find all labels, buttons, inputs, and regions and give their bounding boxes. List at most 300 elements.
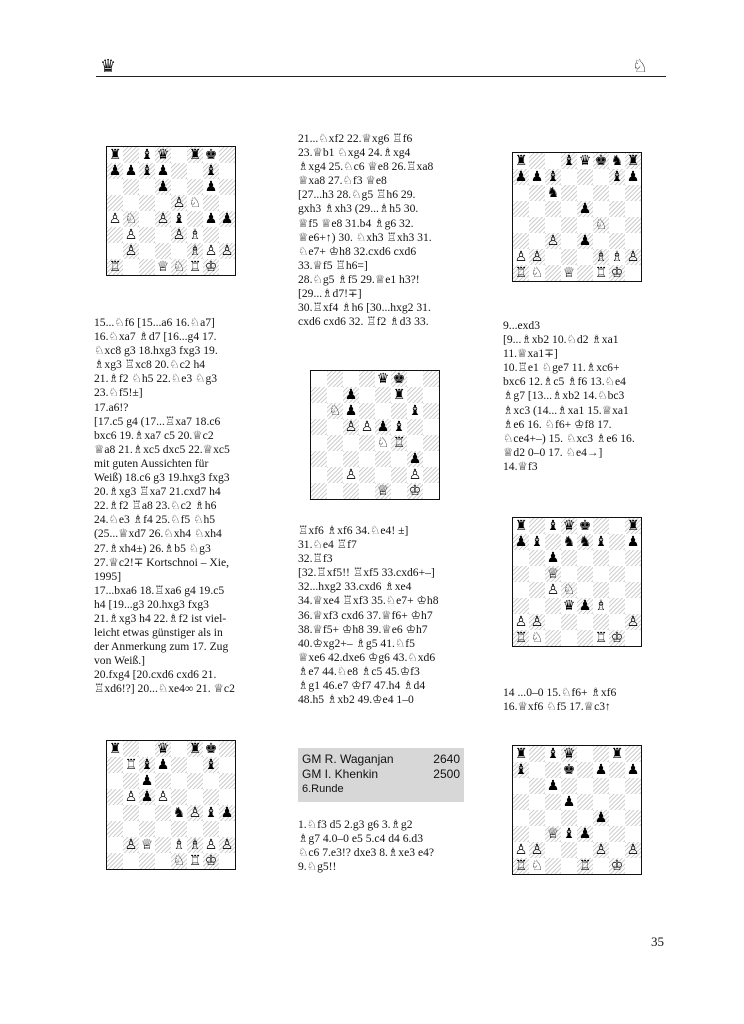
chess-piece: ♙	[546, 233, 560, 249]
text-line: 33.♕f5 ♖h6=]	[298, 258, 368, 272]
chess-piece: ♔	[610, 630, 624, 646]
board-square	[545, 217, 561, 233]
board-square	[107, 179, 123, 195]
chess-piece: ♟	[344, 387, 358, 403]
board-square	[203, 837, 219, 853]
board-square	[327, 483, 343, 499]
chess-piece: ♘	[172, 853, 186, 869]
board-square	[139, 259, 155, 275]
board-square	[155, 821, 171, 837]
round-label: 6.Runde	[302, 783, 344, 795]
board-square	[187, 821, 203, 837]
board-square	[609, 550, 625, 566]
board-square	[529, 858, 545, 874]
board-square	[171, 211, 187, 227]
board-square	[593, 201, 609, 217]
board-square	[529, 169, 545, 185]
text-line: ♗xg3 ♖xc8 20.♘c2 h4	[94, 358, 206, 372]
board-square	[123, 789, 139, 805]
board-square	[219, 773, 235, 789]
chess-piece: ♟	[156, 757, 170, 773]
board-square	[593, 746, 609, 762]
chess-piece: ♝	[530, 534, 544, 550]
board-square	[609, 778, 625, 794]
chess-diagram-3	[310, 370, 440, 500]
board-square	[593, 598, 609, 614]
board-square	[513, 630, 529, 646]
board-square	[625, 582, 641, 598]
chess-piece: ♟	[546, 550, 560, 566]
board-square	[625, 265, 641, 281]
board-square	[391, 451, 407, 467]
board-square	[123, 147, 139, 163]
chess-piece: ♙	[172, 195, 186, 211]
text-line: ♗e7 44.♘e8 ♗c5 45.♔f3	[298, 664, 420, 678]
chess-piece: ♟	[594, 810, 608, 826]
board-square	[343, 467, 359, 483]
board-square	[203, 195, 219, 211]
board-square	[545, 762, 561, 778]
board-square	[203, 789, 219, 805]
text-line: 23.♘f5!±]	[94, 386, 143, 400]
board-square	[123, 741, 139, 757]
board-square	[391, 435, 407, 451]
text-line: ♗g7 4.0–0 e5 5.c4 d4 6.d3	[298, 832, 424, 846]
chess-piece: ♟	[578, 201, 592, 217]
board-square	[423, 419, 439, 435]
text-line: 1.♘f3 d5 2.g3 g6 3.♗g2	[298, 818, 413, 831]
board-square	[513, 265, 529, 281]
chess-piece: ♟	[376, 419, 390, 435]
board-square	[107, 853, 123, 869]
middle-column-text-bottom	[298, 524, 473, 707]
board-square	[609, 265, 625, 281]
chess-piece: ♟	[204, 211, 218, 227]
board-square	[545, 794, 561, 810]
board-square	[625, 598, 641, 614]
text-line: ♘ce4+–) 15. ♘xc3 ♗e6 16.	[503, 431, 635, 445]
chess-piece: ♟	[156, 163, 170, 179]
board-square	[327, 435, 343, 451]
board-square	[529, 249, 545, 265]
board-square	[219, 163, 235, 179]
board-square	[513, 185, 529, 201]
board-square	[107, 211, 123, 227]
board-square	[561, 778, 577, 794]
board-square	[513, 614, 529, 630]
board-square	[577, 185, 593, 201]
board-square	[139, 837, 155, 853]
board-square	[391, 467, 407, 483]
board-square	[545, 630, 561, 646]
text-line: ♗xg4 25.♘c6 ♕e8 26.♖xa8	[298, 160, 434, 174]
text-line: 17.a6!?	[94, 400, 129, 414]
board-square	[545, 233, 561, 249]
board-square	[203, 179, 219, 195]
board-square	[529, 778, 545, 794]
board-square	[327, 403, 343, 419]
board-square	[609, 201, 625, 217]
chess-piece: ♙	[156, 789, 170, 805]
board-square	[155, 837, 171, 853]
board-square	[407, 435, 423, 451]
board-square	[545, 550, 561, 566]
chess-piece: ♝	[392, 419, 406, 435]
board-square	[609, 518, 625, 534]
chess-piece: ♟	[562, 794, 576, 810]
board-square	[219, 821, 235, 837]
board-square	[139, 757, 155, 773]
board-square	[171, 773, 187, 789]
chess-piece: ♘	[124, 211, 138, 227]
board-square	[577, 746, 593, 762]
board-square	[513, 794, 529, 810]
board-square	[123, 227, 139, 243]
board-square	[577, 169, 593, 185]
white-player-name: GM R. Waganjan	[302, 752, 394, 766]
chess-piece: ♝	[546, 518, 560, 534]
board-square	[577, 826, 593, 842]
game-header-box	[298, 748, 464, 802]
text-line: bxc6 12.♗c5 ♗f6 13.♘e4	[503, 375, 626, 389]
board-square	[139, 821, 155, 837]
board-square	[343, 371, 359, 387]
board-square	[187, 195, 203, 211]
board-square	[343, 387, 359, 403]
board-square	[407, 467, 423, 483]
text-line: 17...bxa6 18.♖xa6 g4 19.c5	[94, 583, 225, 597]
text-line: 36.♕xf3 cxd6 37.♕f6+ ♔h7	[298, 608, 433, 622]
board-square	[327, 451, 343, 467]
chess-piece: ♙	[108, 211, 122, 227]
board-square	[155, 211, 171, 227]
board-square	[107, 147, 123, 163]
text-line: 27.♕c2!∓ Kortschnoi – Xie,	[94, 555, 230, 569]
board-square	[203, 853, 219, 869]
board-square	[219, 195, 235, 211]
text-line: 10.♖e1 ♘ge7 11.♗xc6+	[503, 361, 620, 375]
text-line: [32.♖xf5!! ♖xf5 33.cxd6+–]	[298, 566, 435, 580]
board-square	[529, 265, 545, 281]
board-square	[561, 265, 577, 281]
board-square	[609, 858, 625, 874]
text-line: 38.♕f5+ ♔h8 39.♕e6 ♔h7	[298, 622, 428, 636]
board-square	[155, 853, 171, 869]
board-square	[561, 550, 577, 566]
board-square	[625, 153, 641, 169]
board-square	[219, 757, 235, 773]
chess-piece: ♝	[562, 153, 576, 169]
chess-piece: ♖	[514, 630, 528, 646]
text-line: von Weiß.]	[94, 654, 146, 668]
board-square	[219, 853, 235, 869]
board-square	[187, 741, 203, 757]
board-square	[625, 534, 641, 550]
board-square	[561, 169, 577, 185]
chess-piece: ♛	[156, 147, 170, 163]
chess-piece: ♝	[546, 746, 560, 762]
chess-diagram-5	[106, 740, 236, 870]
board-square	[561, 249, 577, 265]
chess-piece: ♖	[392, 435, 406, 451]
board-square	[375, 451, 391, 467]
board-square	[593, 233, 609, 249]
board-square	[375, 483, 391, 499]
board-square	[171, 195, 187, 211]
board-square	[187, 147, 203, 163]
board-square	[529, 826, 545, 842]
chess-piece: ♟	[344, 403, 358, 419]
text-line: 20.♗xg3 ♖xa7 21.cxd7 h4	[94, 485, 221, 499]
board-square	[359, 419, 375, 435]
board-square	[359, 403, 375, 419]
chess-piece: ♝	[204, 757, 218, 773]
board-square	[155, 789, 171, 805]
board-square	[123, 163, 139, 179]
board-square	[577, 614, 593, 630]
chess-piece: ♙	[204, 243, 218, 259]
board-square	[545, 201, 561, 217]
chess-piece: ♙	[124, 837, 138, 853]
board-square	[609, 185, 625, 201]
board-square	[171, 179, 187, 195]
board-square	[561, 217, 577, 233]
board-square	[593, 566, 609, 582]
chess-piece: ♛	[156, 741, 170, 757]
board-square	[513, 550, 529, 566]
board-square	[139, 195, 155, 211]
board-square	[203, 243, 219, 259]
board-square	[609, 534, 625, 550]
board-square	[375, 419, 391, 435]
board-square	[171, 227, 187, 243]
text-line: 16.♕xf6 ♘f5 17.♕c3↑	[503, 700, 611, 714]
board-square	[513, 201, 529, 217]
text-line: ♘e7+ ♔h8 32.cxd6 cxd6	[298, 244, 417, 258]
chess-piece: ♞	[562, 534, 576, 550]
board-square	[609, 598, 625, 614]
text-line: ♗xc3 (14...♗xa1 15.♕xa1	[503, 403, 629, 417]
chess-piece: ♙	[530, 249, 544, 265]
chess-piece: ♙	[546, 582, 560, 598]
right-column-text-top	[503, 319, 673, 474]
board-square	[609, 842, 625, 858]
chess-piece: ♜	[392, 387, 406, 403]
board-square	[343, 419, 359, 435]
board-square	[359, 467, 375, 483]
chess-piece: ♙	[514, 614, 528, 630]
chess-piece: ♘	[172, 259, 186, 275]
text-line: 21...♘xf2 22.♕xg6 ♖f6	[298, 132, 413, 145]
board-square	[609, 630, 625, 646]
text-line: ♕xa8 27.♘f3 ♕e8	[298, 174, 387, 188]
chess-piece: ♘	[188, 195, 202, 211]
chess-piece: ♙	[124, 789, 138, 805]
board-square	[545, 582, 561, 598]
chess-piece: ♟	[140, 789, 154, 805]
board-square	[155, 195, 171, 211]
board-square	[311, 403, 327, 419]
board-square	[593, 762, 609, 778]
chess-piece: ♟	[108, 163, 122, 179]
board-square	[343, 451, 359, 467]
board-square	[577, 810, 593, 826]
board-square	[561, 185, 577, 201]
header-rule	[96, 76, 666, 77]
text-line: cxd6 cxd6 32. ♖f2 ♗d3 33.	[298, 315, 429, 329]
chess-piece: ♖	[188, 853, 202, 869]
board-square	[203, 741, 219, 757]
chess-piece: ♜	[514, 746, 528, 762]
text-line: ♗g1 46.e7 ♔f7 47.h4 ♗d4	[298, 679, 426, 693]
chess-piece: ♙	[344, 419, 358, 435]
board-square	[407, 451, 423, 467]
board-square	[545, 265, 561, 281]
board-square	[625, 518, 641, 534]
board-square	[327, 419, 343, 435]
chess-piece: ♟	[594, 762, 608, 778]
board-square	[561, 233, 577, 249]
chess-piece: ♙	[360, 419, 374, 435]
text-line: 1995]	[94, 569, 122, 583]
chess-piece: ♟	[546, 778, 560, 794]
text-line: [9...♗xb2 10.♘d2 ♗xa1	[503, 333, 619, 347]
board-square	[545, 518, 561, 534]
board-square	[139, 741, 155, 757]
board-square	[513, 566, 529, 582]
board-square	[203, 211, 219, 227]
chess-piece: ♟	[514, 534, 528, 550]
board-square	[577, 153, 593, 169]
board-square	[625, 201, 641, 217]
board-square	[219, 179, 235, 195]
board-square	[171, 741, 187, 757]
board-square	[561, 746, 577, 762]
chess-piece: ♝	[514, 762, 528, 778]
board-square	[155, 179, 171, 195]
board-square	[625, 794, 641, 810]
chess-piece: ♚	[562, 762, 576, 778]
board-square	[123, 211, 139, 227]
chess-piece: ♟	[626, 762, 640, 778]
board-square	[407, 403, 423, 419]
board-square	[107, 757, 123, 773]
board-square	[107, 789, 123, 805]
chess-piece: ♜	[626, 153, 640, 169]
board-square	[311, 435, 327, 451]
chess-piece: ♙	[188, 805, 202, 821]
board-square	[423, 387, 439, 403]
board-square	[577, 534, 593, 550]
chess-piece: ♔	[204, 853, 218, 869]
board-square	[219, 259, 235, 275]
chess-piece: ♘	[376, 435, 390, 451]
chess-piece: ♕	[376, 483, 390, 499]
right-column-text-bottom	[503, 686, 673, 714]
board-square	[139, 805, 155, 821]
board-square	[609, 169, 625, 185]
board-square	[545, 598, 561, 614]
chess-piece: ♙	[124, 227, 138, 243]
board-square	[155, 163, 171, 179]
board-square	[219, 805, 235, 821]
board-square	[155, 147, 171, 163]
text-line: mit guten Aussichten für	[94, 456, 209, 470]
board-square	[203, 773, 219, 789]
board-square	[625, 233, 641, 249]
board-square	[593, 582, 609, 598]
text-line: 22.♗f2 ♖a8 23.♘c2 ♗h6	[94, 499, 217, 513]
board-square	[359, 371, 375, 387]
chess-piece: ♟	[408, 451, 422, 467]
chess-piece: ♝	[546, 169, 560, 185]
chess-piece: ♙	[530, 842, 544, 858]
board-square	[375, 403, 391, 419]
board-square	[513, 858, 529, 874]
board-square	[577, 201, 593, 217]
board-square	[187, 163, 203, 179]
chess-piece: ♝	[408, 403, 422, 419]
board-square	[561, 794, 577, 810]
board-square	[577, 858, 593, 874]
board-square	[187, 773, 203, 789]
board-square	[529, 762, 545, 778]
board-square	[625, 169, 641, 185]
text-line: 40.♔xg2+– ♗g5 41.♘f5	[298, 636, 415, 650]
board-square	[187, 789, 203, 805]
chess-piece: ♕	[562, 265, 576, 281]
board-square	[529, 534, 545, 550]
board-square	[155, 805, 171, 821]
chess-piece: ♝	[594, 534, 608, 550]
board-square	[155, 741, 171, 757]
board-square	[545, 614, 561, 630]
board-square	[561, 566, 577, 582]
chess-piece: ♗	[188, 837, 202, 853]
chess-piece: ♕	[546, 566, 560, 582]
chess-piece: ♗	[594, 598, 608, 614]
text-line: ♖xd6!?] 20...♘xe4∞ 21. ♕c2	[94, 682, 235, 696]
text-line: bxc6 19.♗xa7 c5 20.♕c2	[94, 428, 214, 442]
board-square	[561, 201, 577, 217]
chess-piece: ♖	[514, 265, 528, 281]
text-line: ♘xc8 g3 18.hxg3 fxg3 19.	[94, 344, 218, 358]
board-square	[187, 837, 203, 853]
text-line: (25...♕xd7 26.♘xh4 ♘xh4	[94, 527, 222, 541]
board-square	[187, 243, 203, 259]
board-square	[107, 163, 123, 179]
board-square	[577, 794, 593, 810]
board-square	[107, 805, 123, 821]
chess-piece: ♜	[514, 518, 528, 534]
board-square	[123, 773, 139, 789]
board-square	[513, 534, 529, 550]
text-line: 14.♕f3	[503, 459, 538, 473]
board-square	[203, 259, 219, 275]
chess-piece: ♟	[530, 169, 544, 185]
chess-piece: ♙	[408, 467, 422, 483]
board-square	[529, 746, 545, 762]
chess-piece: ♞	[610, 153, 624, 169]
board-square	[107, 837, 123, 853]
board-square	[171, 757, 187, 773]
board-square	[513, 233, 529, 249]
board-square	[513, 778, 529, 794]
board-square	[513, 153, 529, 169]
board-square	[593, 550, 609, 566]
chess-piece: ♘	[328, 403, 342, 419]
board-square	[609, 746, 625, 762]
